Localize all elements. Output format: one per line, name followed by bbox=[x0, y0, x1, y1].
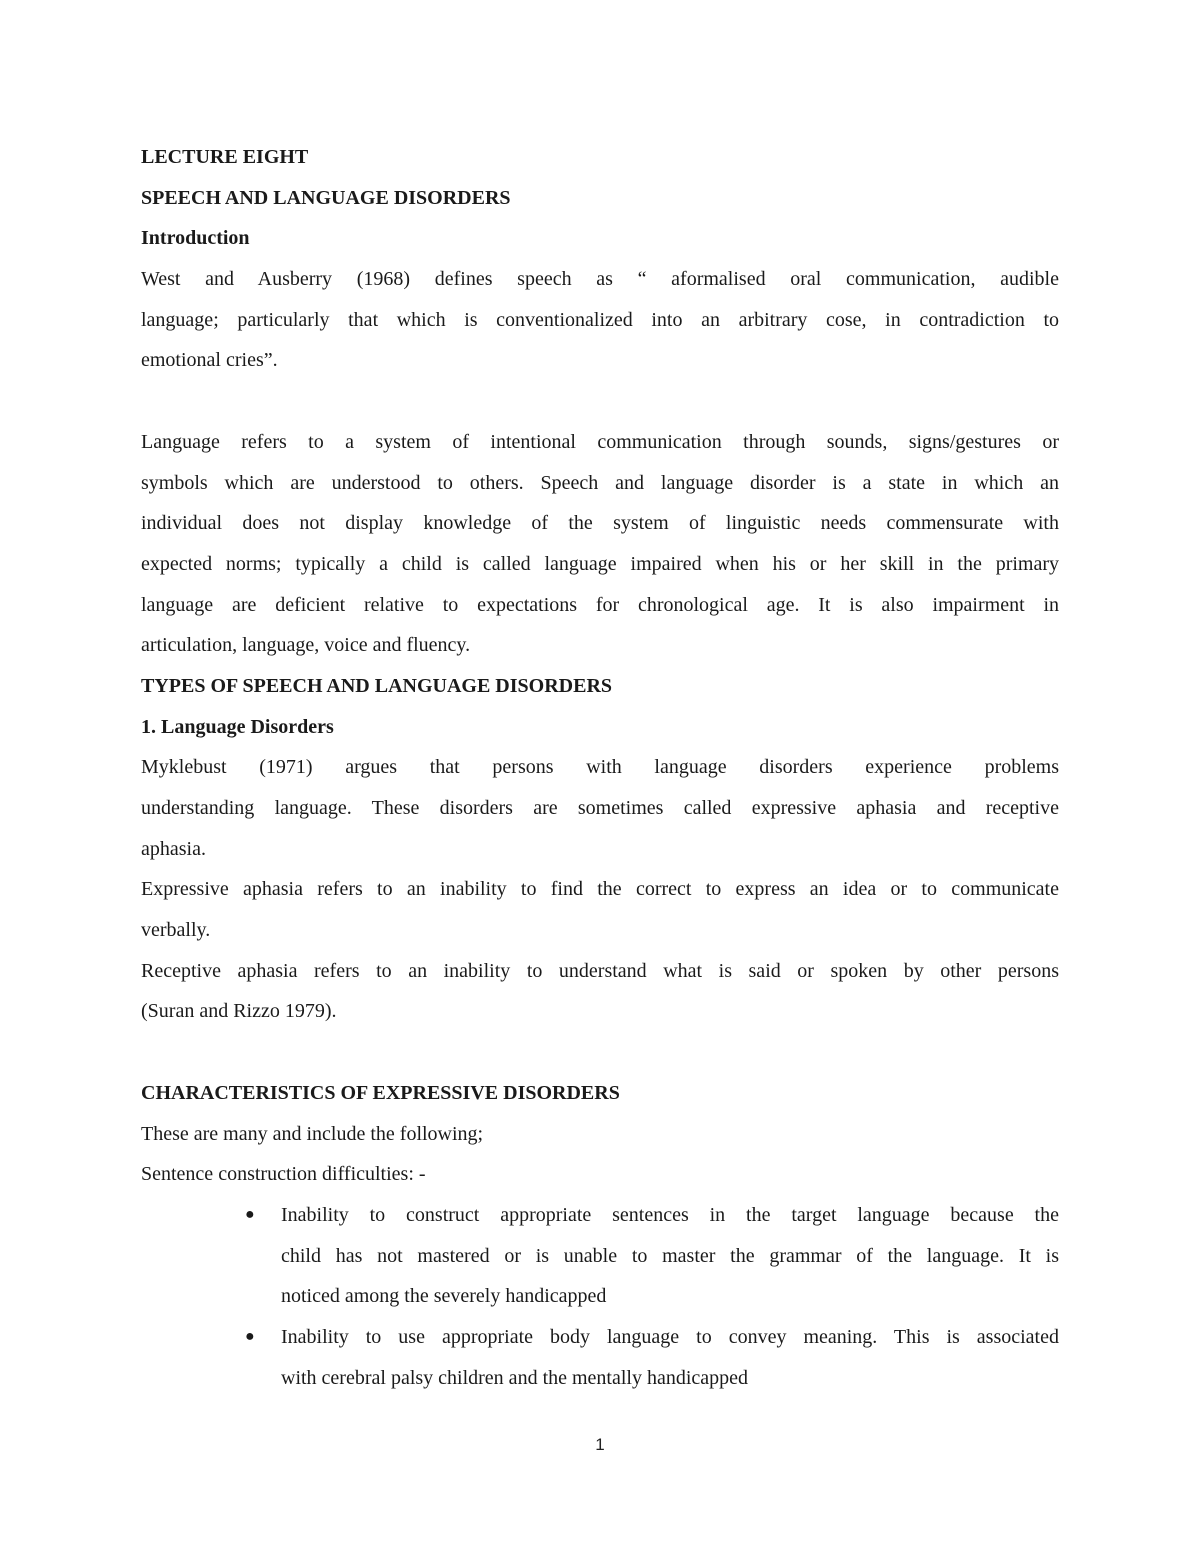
bullet-icon: ● bbox=[245, 1327, 255, 1345]
bullet-line: Inability to use appropriate body language to convey meaning. This is associated bbox=[281, 1325, 1059, 1348]
intro-line: emotional cries”. bbox=[141, 349, 278, 372]
bullet-line: child has not mastered or is unable to master the grammar of the language. It is bbox=[281, 1244, 1059, 1267]
bullet-line: with cerebral palsy children and the mentally handicapped bbox=[281, 1366, 749, 1389]
language-line: articulation, language, voice and fluency. bbox=[141, 634, 471, 657]
bullet-line: noticed among the severely handicapped bbox=[281, 1285, 607, 1308]
types-heading: TYPES OF SPEECH AND LANGUAGE DISORDERS bbox=[141, 674, 613, 697]
language-disorders-heading: 1. Language Disorders bbox=[141, 715, 334, 738]
characteristics-heading: CHARACTERISTICS OF EXPRESSIVE DISORDERS bbox=[141, 1081, 620, 1104]
document-title: SPEECH AND LANGUAGE DISORDERS bbox=[141, 186, 511, 209]
paragraph-spacer bbox=[141, 381, 1059, 422]
intro-line: West and Ausberry (1968) defines speech as “ aformalised oral communication, audible bbox=[141, 268, 1059, 291]
myklebust-line: aphasia. bbox=[141, 837, 206, 860]
language-line: language are deficient relative to expectations for chronological age. It is also impairment in bbox=[141, 593, 1059, 616]
expressive-aphasia-line: verbally. bbox=[141, 919, 211, 942]
characteristics-intro: These are many and include the following; bbox=[141, 1122, 484, 1145]
bullet-item bbox=[141, 1195, 1059, 1317]
introduction-heading: Introduction bbox=[141, 227, 250, 250]
bullet-icon: ● bbox=[245, 1205, 255, 1223]
language-line: individual does not display knowledge of the system of linguistic needs commensurate with bbox=[141, 512, 1059, 535]
receptive-aphasia-line: (Suran and Rizzo 1979). bbox=[141, 1000, 337, 1023]
myklebust-line: Myklebust (1971) argues that persons with language disorders experience problems bbox=[141, 756, 1059, 779]
document-body bbox=[141, 137, 1059, 1398]
page-number: 1 bbox=[595, 1435, 605, 1454]
language-line: expected norms; typically a child is called language impaired when his or her skill in the primary bbox=[141, 552, 1059, 575]
intro-line: language; particularly that which is conventionalized into an arbitrary cose, in contradiction to bbox=[141, 308, 1059, 331]
paragraph-spacer bbox=[141, 1032, 1059, 1073]
bullet-list bbox=[141, 1195, 1059, 1398]
sentence-construction-heading: Sentence construction difficulties: - bbox=[141, 1163, 426, 1186]
expressive-aphasia-line: Expressive aphasia refers to an inability to find the correct to express an idea or to communicate bbox=[141, 878, 1059, 901]
lecture-heading: LECTURE EIGHT bbox=[141, 146, 309, 168]
bullet-line: Inability to construct appropriate sentences in the target language because the bbox=[281, 1203, 1059, 1226]
language-line: symbols which are understood to others. Speech and language disorder is a state in which an bbox=[141, 471, 1059, 494]
receptive-aphasia-line: Receptive aphasia refers to an inability to understand what is said or spoken by other persons bbox=[141, 959, 1059, 982]
myklebust-line: understanding language. These disorders are sometimes called expressive aphasia and receptive bbox=[141, 797, 1059, 819]
bullet-item bbox=[141, 1317, 1059, 1398]
language-line: Language refers to a system of intentional communication through sounds, signs/gestures or bbox=[141, 430, 1059, 453]
